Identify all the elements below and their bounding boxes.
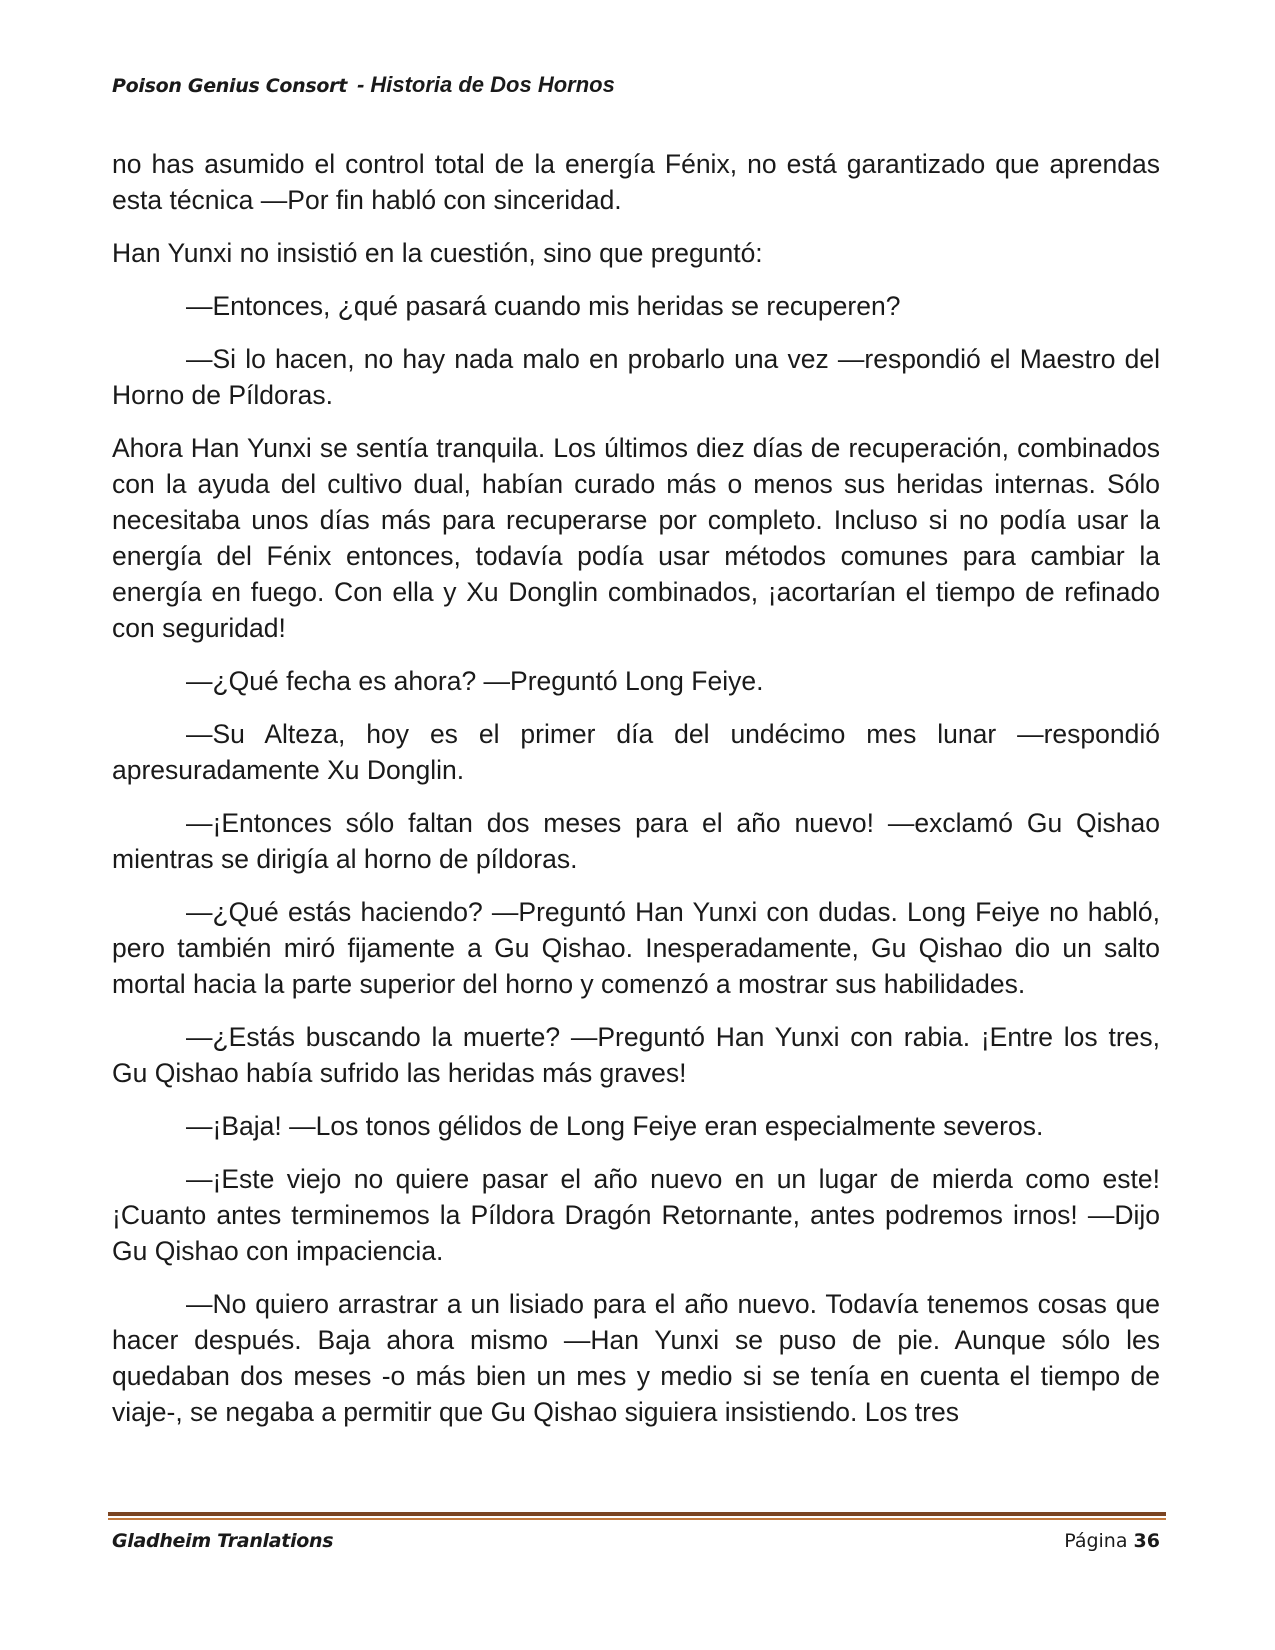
- book-title: Poison Genius Consort: [112, 75, 348, 97]
- page-number: 36: [1133, 1530, 1160, 1552]
- paragraph-5: Ahora Han Yunxi se sentía tranquila. Los últimos diez días de recuperación, combinados con la ayuda del cultivo dual, habían curado más o menos sus heridas internas. Sólo necesitaba unos días más para recuperarse por completo. Incluso si no podía usar la energía del Fénix entonces, todavía podía usar métodos comunes para cambiar la energía en fuego. Con ella y Xu Donglin combinados, ¡acortarían el tiempo de refinado con seguridad!: [112, 433, 1160, 643]
- paragraph-8: —¡Entonces sólo faltan dos meses para el año nuevo! —exclamó Gu Qishao mientras se dirigía al horno de píldoras.: [112, 808, 1160, 874]
- footer-divider-thin: [108, 1518, 1166, 1520]
- header-separator: -: [357, 72, 365, 97]
- paragraph-7: —Su Alteza, hoy es el primer día del undécimo mes lunar —respondió apresuradamente Xu Donglin.: [112, 719, 1160, 785]
- paragraph-1: no has asumido el control total de la energía Fénix, no está garantizado que aprendas esta técnica —Por fin habló con sinceridad.: [112, 149, 1160, 215]
- paragraph-11: —¡Baja! —Los tonos gélidos de Long Feiye eran especialmente severos.: [186, 1111, 1044, 1141]
- footer-divider: [108, 1512, 1166, 1520]
- paragraph-3: —Entonces, ¿qué pasará cuando mis heridas se recuperen?: [186, 291, 901, 321]
- page-label: Página: [1064, 1530, 1128, 1552]
- footer-credit: Gladheim Tranlations: [112, 1530, 334, 1552]
- footer-page: [1064, 1530, 1160, 1552]
- paragraph-13: —No quiero arrastrar a un lisiado para el año nuevo. Todavía tenemos cosas que hacer después. Baja ahora mismo —Han Yunxi se puso de pie. Aunque sólo les quedaban dos meses -o más bien un mes y medio si se tenía en cuenta el tiempo de viaje-, se negaba a permitir que Gu Qishao siguiera insistiendo. Los tres: [112, 1289, 1160, 1427]
- paragraph-9: —¿Qué estás haciendo? —Preguntó Han Yunxi con dudas. Long Feiye no habló, pero también miró fijamente a Gu Qishao. Inesperadamente, Gu Qishao dio un salto mortal hacia la parte superior del horno y comenzó a mostrar sus habilidades.: [112, 897, 1160, 999]
- page-header: [112, 72, 615, 98]
- paragraph-6: —¿Qué fecha es ahora? —Preguntó Long Feiye.: [186, 666, 764, 696]
- footer-divider-thick: [108, 1512, 1166, 1516]
- paragraph-4: —Si lo hacen, no hay nada malo en probarlo una vez —respondió el Maestro del Horno de Píldoras.: [112, 344, 1160, 410]
- body-text: [112, 146, 1160, 1447]
- paragraph-10: —¿Estás buscando la muerte? —Preguntó Han Yunxi con rabia. ¡Entre los tres, Gu Qishao había sufrido las heridas más graves!: [112, 1022, 1160, 1088]
- paragraph-12: —¡Este viejo no quiere pasar el año nuevo en un lugar de mierda como este! ¡Cuanto antes terminemos la Píldora Dragón Retornante, antes podremos irnos! —Dijo Gu Qishao con impaciencia.: [112, 1164, 1160, 1266]
- chapter-title: Historia de Dos Hornos: [370, 72, 615, 97]
- paragraph-2: Han Yunxi no insistió en la cuestión, sino que preguntó:: [112, 238, 763, 268]
